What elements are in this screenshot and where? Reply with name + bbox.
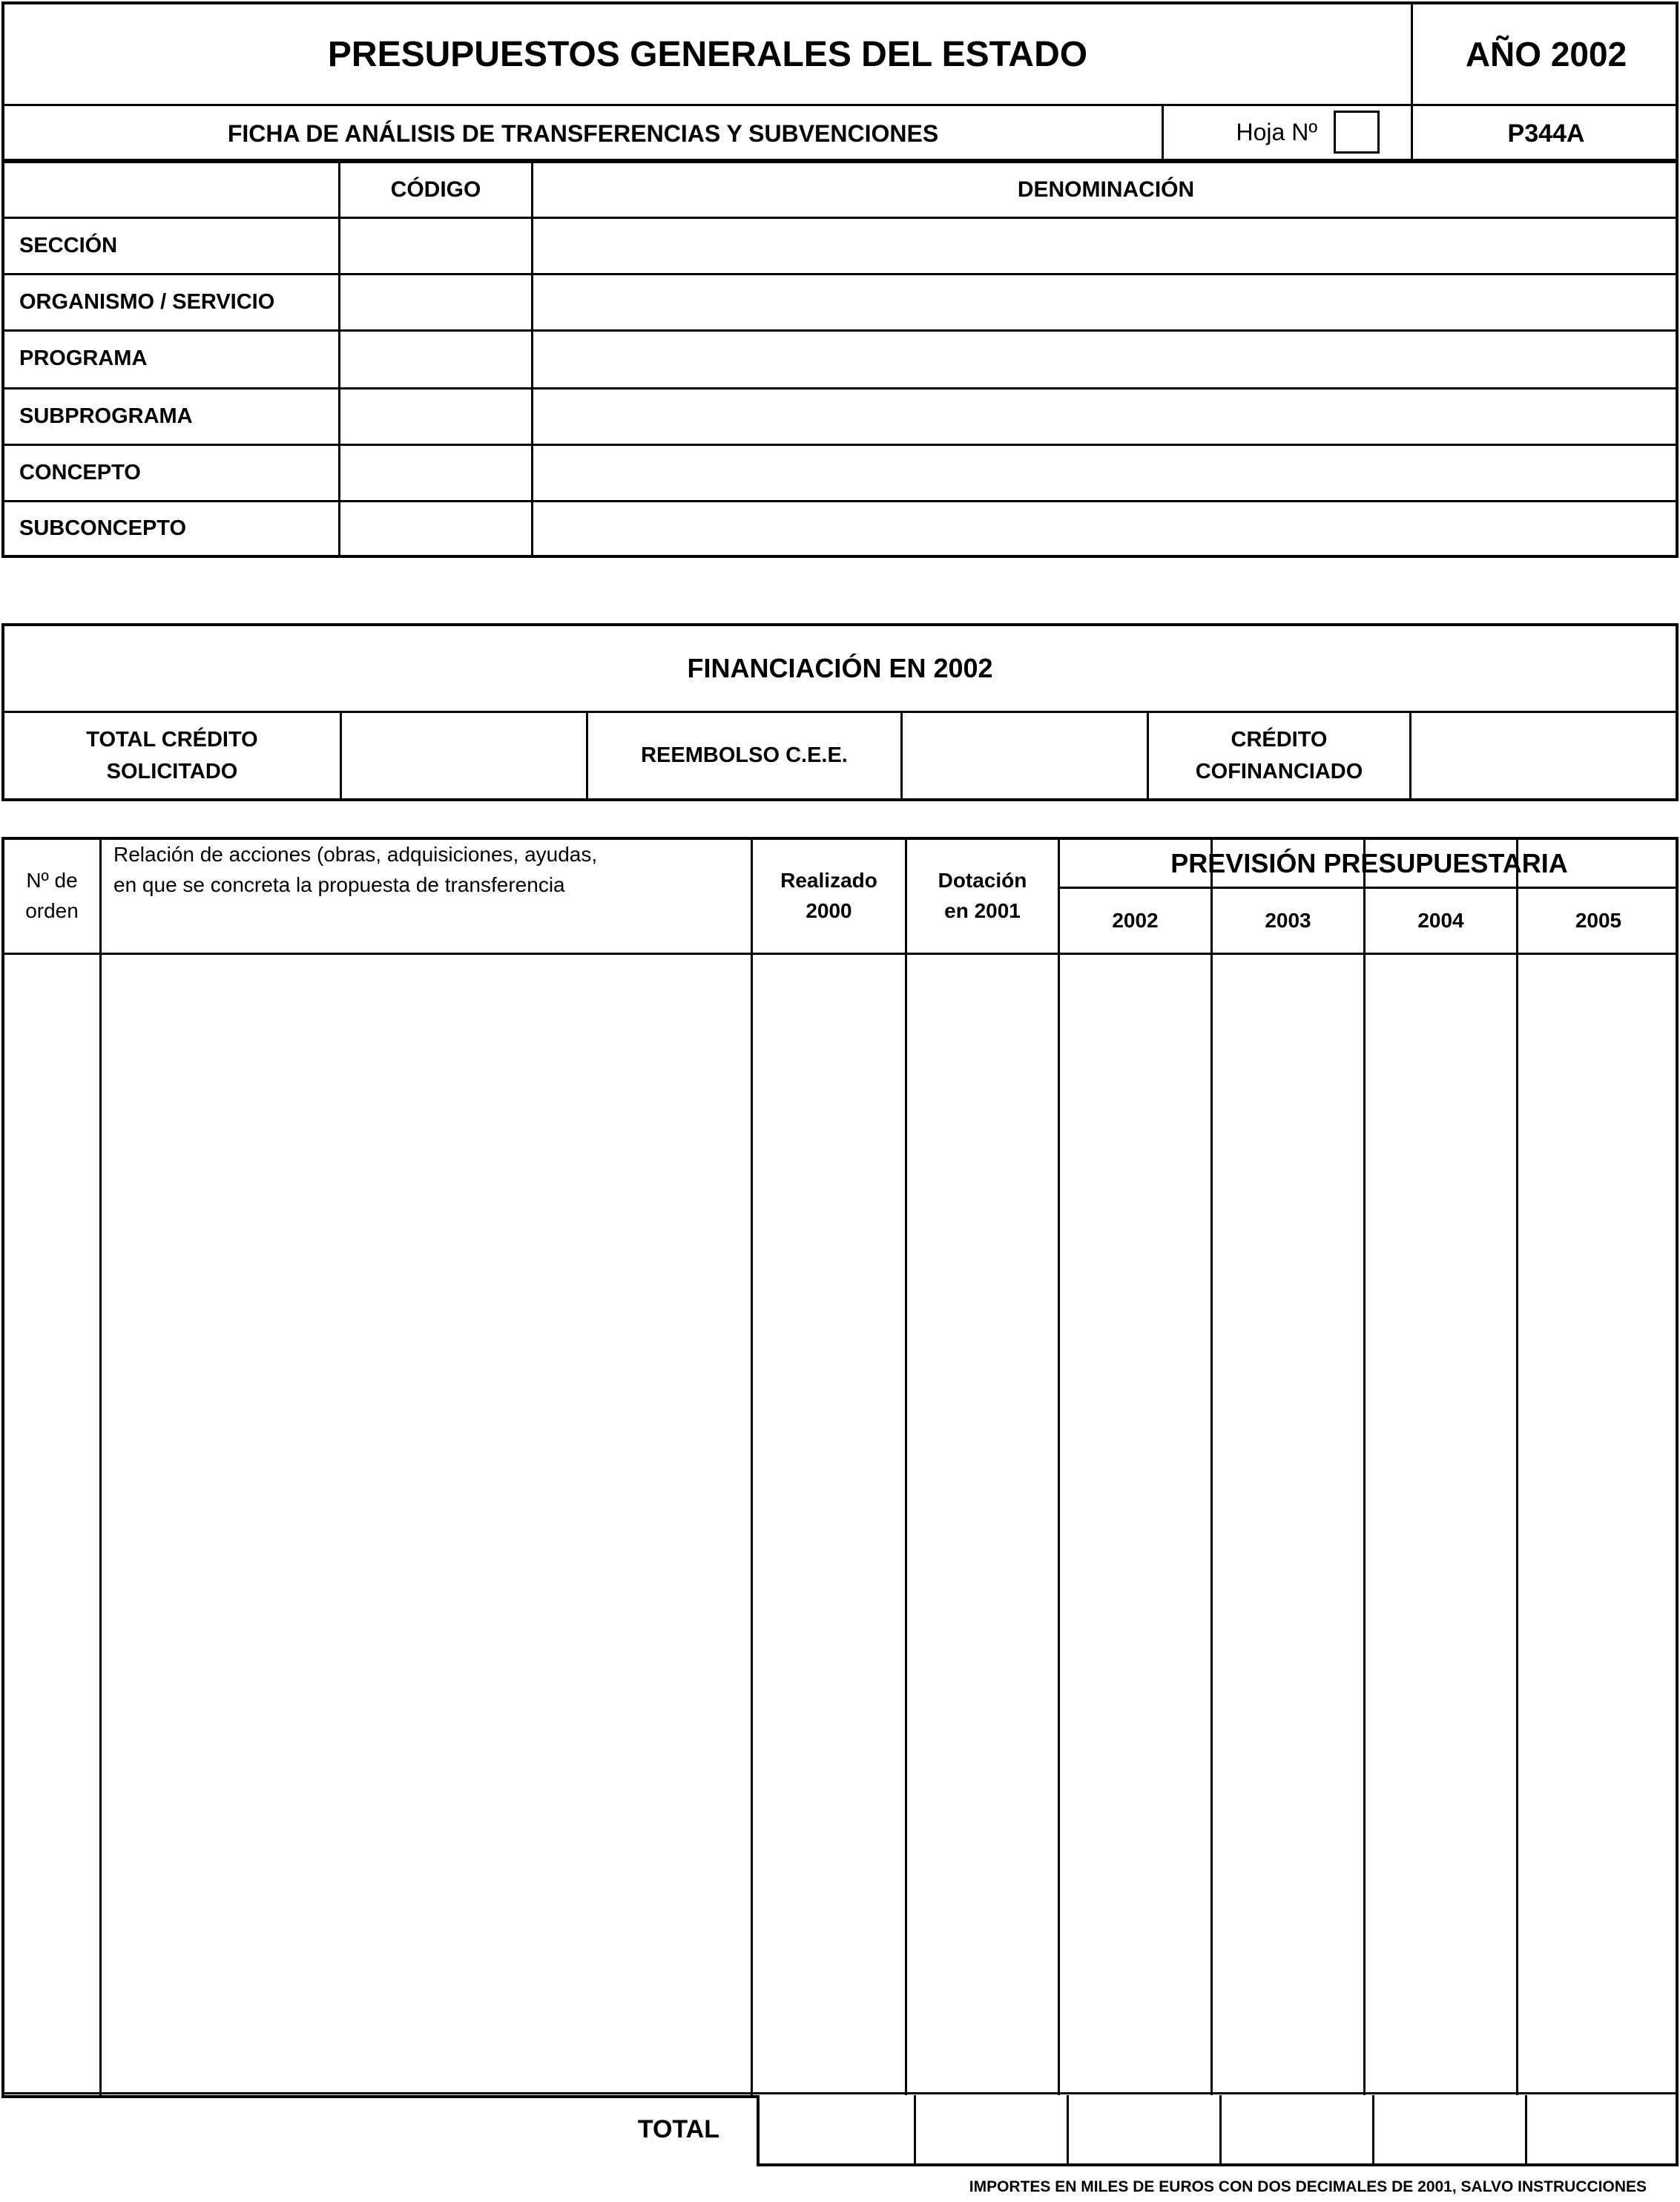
identification-table	[1, 160, 1679, 558]
form-subtitle: FICHA DE ANÁLISIS DE TRANSFERENCIAS Y SUBVENCIONES	[227, 120, 939, 147]
realized-2000-header-line2: 2000	[806, 899, 852, 922]
total-forecast-2002-field[interactable]	[1069, 2095, 1219, 2163]
forecast-2004-column[interactable]	[1366, 955, 1516, 2092]
organism-name-field[interactable]	[533, 275, 1679, 329]
total-credit-label-line2: SOLICITADO	[106, 759, 238, 783]
header-block	[1, 1, 1679, 162]
row-label-program: PROGRAMA	[19, 346, 148, 370]
refund-field[interactable]	[903, 713, 1147, 798]
forecast-2005-column[interactable]	[1518, 955, 1679, 2092]
forecast-year-2005: 2005	[1575, 909, 1622, 932]
section-name-field[interactable]	[533, 219, 1679, 273]
forecast-year-2002: 2002	[1112, 909, 1159, 932]
total-allotment-2001-field[interactable]	[916, 2095, 1067, 2163]
forecast-year-2004: 2004	[1417, 909, 1464, 932]
code-column-header: CÓDIGO	[390, 177, 481, 202]
total-forecast-2005-field[interactable]	[1527, 2095, 1676, 2163]
realized-2000-column[interactable]	[753, 955, 905, 2092]
refund-label: REEMBOLSO C.E.E.	[641, 743, 848, 767]
subconcept-name-field[interactable]	[533, 502, 1679, 555]
row-label-section: SECCIÓN	[19, 234, 118, 257]
concept-name-field[interactable]	[533, 446, 1679, 500]
cofinanced-credit-label-line1: CRÉDITO	[1231, 728, 1328, 752]
total-credit-field[interactable]	[342, 713, 586, 798]
allotment-2001-header	[907, 840, 1058, 953]
allotment-2001-header-line1: Dotación	[938, 869, 1027, 893]
total-realized-2000-field[interactable]	[760, 2095, 912, 2163]
cofinanced-credit-label	[1149, 713, 1409, 798]
cofinanced-credit-label-line2: COFINANCIADO	[1195, 759, 1363, 783]
realized-2000-header-line1: Realizado	[780, 869, 877, 893]
sheet-label: Hoja Nº	[1236, 118, 1317, 145]
concept-code-field[interactable]	[340, 446, 531, 500]
forecast-2003-column[interactable]	[1213, 955, 1363, 2092]
row-label-organism: ORGANISMO / SERVICIO	[19, 290, 275, 314]
realized-2000-header	[753, 840, 905, 953]
total-forecast-2003-field[interactable]	[1222, 2095, 1372, 2163]
actions-description-header	[102, 840, 751, 953]
financing-block	[1, 623, 1679, 801]
total-forecast-2004-field[interactable]	[1374, 2095, 1525, 2163]
sheet-number-box[interactable]	[1334, 111, 1380, 154]
forecast-year-2003: 2003	[1265, 909, 1311, 932]
actions-description-column[interactable]	[102, 955, 751, 2092]
actions-description-header-line2: en que se concreta la propuesta de transferencia	[113, 872, 565, 896]
section-code-field[interactable]	[340, 219, 531, 273]
form-title: PRESUPUESTOS GENERALES DEL ESTADO	[327, 34, 1088, 74]
total-credit-label	[4, 713, 340, 798]
program-name-field[interactable]	[533, 332, 1679, 386]
allotment-2001-header-line2: en 2001	[944, 899, 1021, 922]
total-credit-label-line1: TOTAL CRÉDITO	[86, 728, 258, 752]
organism-code-field[interactable]	[340, 275, 531, 329]
actions-description-header-line1: Relación de acciones (obras, adquisiciones, ayudas,	[113, 843, 598, 866]
order-number-header-line1: Nº de	[26, 869, 78, 893]
subprogram-name-field[interactable]	[533, 390, 1679, 444]
order-number-header-line2: orden	[25, 899, 79, 922]
program-code-field[interactable]	[340, 332, 531, 386]
row-label-subconcept: SUBCONCEPTO	[19, 516, 187, 540]
row-label-subprogram: SUBPROGRAMA	[19, 404, 193, 428]
subprogram-code-field[interactable]	[340, 390, 531, 444]
form-code: P344A	[1507, 119, 1585, 148]
budget-forecast-header: PREVISIÓN PRESUPUESTARIA	[1170, 847, 1568, 878]
actions-table	[1, 837, 1679, 2098]
order-number-column[interactable]	[4, 955, 99, 2092]
forecast-2002-column[interactable]	[1060, 955, 1210, 2092]
cofinanced-credit-field[interactable]	[1411, 713, 1676, 798]
row-label-concept: CONCEPTO	[19, 461, 141, 484]
subconcept-code-field[interactable]	[340, 502, 531, 555]
name-column-header: DENOMINACIÓN	[1017, 177, 1195, 202]
totals-row	[757, 2095, 1679, 2166]
financing-title: FINANCIACIÓN EN 2002	[687, 653, 993, 683]
total-label: TOTAL	[637, 2114, 719, 2143]
amounts-footnote: IMPORTES EN MILES DE EUROS CON DOS DECIMALES DE 2001, SALVO INSTRUCCIONES	[969, 2178, 1647, 2195]
order-number-header	[4, 840, 99, 953]
form-year: AÑO 2002	[1465, 35, 1627, 73]
allotment-2001-column[interactable]	[907, 955, 1058, 2092]
